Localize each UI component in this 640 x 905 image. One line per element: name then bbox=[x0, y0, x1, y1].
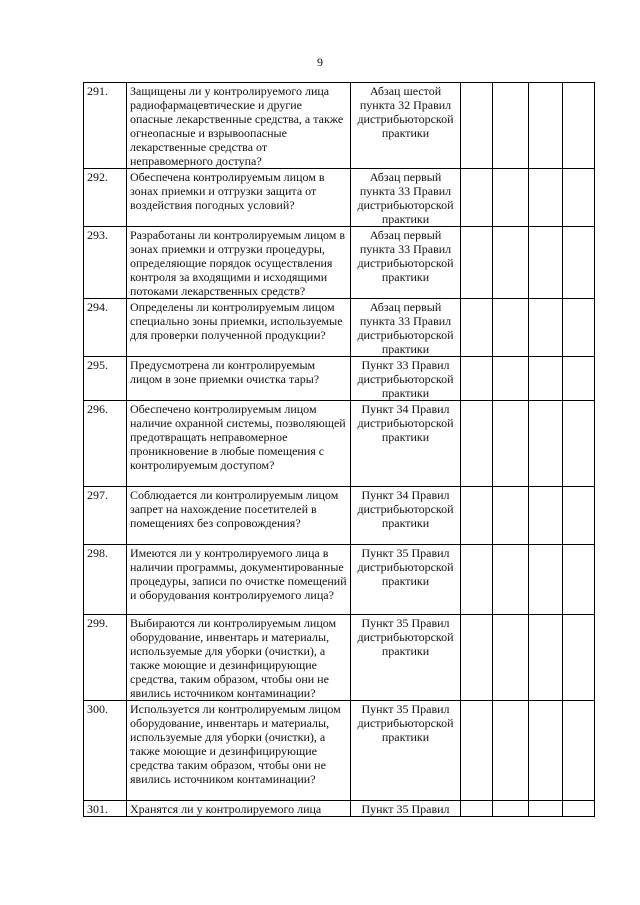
row-reference: Абзац первый пункта 33 Правил дистрибьюторской практики bbox=[351, 169, 461, 227]
row-reference: Пункт 34 Правил дистрибьюторской практики bbox=[351, 487, 461, 545]
row-number: 293. bbox=[84, 227, 127, 299]
answer-cell bbox=[493, 299, 529, 357]
answer-cell bbox=[493, 83, 529, 169]
answer-cell bbox=[461, 169, 493, 227]
row-reference: Пункт 35 Правил дистрибьюторской практики bbox=[351, 615, 461, 701]
table-row bbox=[84, 401, 595, 487]
row-question: Защищены ли у контролируемого лица радиофармацевтические и другие опасные лекарственные средства, а также огнеопасные и взрывоопасные лекарственные средства от неправомерного доступа? bbox=[127, 83, 351, 169]
answer-cell bbox=[461, 357, 493, 401]
answer-cell bbox=[493, 801, 529, 817]
answer-cell bbox=[461, 227, 493, 299]
answer-cell bbox=[529, 801, 563, 817]
answer-cell bbox=[529, 615, 563, 701]
table-row bbox=[84, 487, 595, 545]
answer-cell bbox=[493, 227, 529, 299]
table-row bbox=[84, 299, 595, 357]
answer-cell bbox=[529, 401, 563, 487]
answer-cell bbox=[529, 487, 563, 545]
answer-cell bbox=[493, 487, 529, 545]
answer-cell bbox=[529, 357, 563, 401]
row-number: 297. bbox=[84, 487, 127, 545]
table-row bbox=[84, 227, 595, 299]
row-number: 292. bbox=[84, 169, 127, 227]
row-number: 295. bbox=[84, 357, 127, 401]
answer-cell bbox=[563, 299, 595, 357]
row-number: 299. bbox=[84, 615, 127, 701]
answer-cell bbox=[563, 545, 595, 615]
answer-cell bbox=[461, 615, 493, 701]
answer-cell bbox=[461, 487, 493, 545]
row-number: 291. bbox=[84, 83, 127, 169]
row-question: Соблюдается ли контролируемым лицом запрет на нахождение посетителей в помещениях без сопровождения? bbox=[127, 487, 351, 545]
answer-cell bbox=[493, 615, 529, 701]
answer-cell bbox=[529, 169, 563, 227]
answer-cell bbox=[493, 169, 529, 227]
answer-cell bbox=[461, 701, 493, 801]
row-reference: Пункт 35 Правил дистрибьюторской практики bbox=[351, 701, 461, 801]
answer-cell bbox=[493, 545, 529, 615]
answer-cell bbox=[563, 357, 595, 401]
page-number: 9 bbox=[317, 55, 323, 69]
row-question: Используется ли контролируемым лицом оборудование, инвентарь и материалы, используемые для уборки (очистки), а также моющие и дезинфицирующие средства таким образом, чтобы они не явились источником контаминации? bbox=[127, 701, 351, 801]
answer-cell bbox=[529, 545, 563, 615]
row-question: Обеспечена контролируемым лицом в зонах приемки и отгрузки защита от воздействия погодных условий? bbox=[127, 169, 351, 227]
row-question: Выбираются ли контролируемым лицом оборудование, инвентарь и материалы, используемые для уборки (очистки), а также моющие и дезинфицирующие средства, таким образом, чтобы они не явились источником контаминации? bbox=[127, 615, 351, 701]
row-question: Имеются ли у контролируемого лица в наличии программы, документированные процедуры, записи по очистке помещений и оборудования контролируемого лица? bbox=[127, 545, 351, 615]
answer-cell bbox=[493, 357, 529, 401]
answer-cell bbox=[529, 83, 563, 169]
answer-cell bbox=[563, 801, 595, 817]
answer-cell bbox=[563, 401, 595, 487]
table-row bbox=[84, 545, 595, 615]
row-number: 300. bbox=[84, 701, 127, 801]
row-question: Обеспечено контролируемым лицом наличие охранной системы, позволяющей предотвращать неправомерное проникновение в любые помещения с контролируемым доступом? bbox=[127, 401, 351, 487]
row-question: Разработаны ли контролируемым лицом в зонах приемки и отгрузки процедуры, определяющие порядок осуществления контроля за входящими и исходящими потоками лекарственных средств? bbox=[127, 227, 351, 299]
row-reference: Пункт 35 Правил bbox=[351, 801, 461, 817]
row-number: 298. bbox=[84, 545, 127, 615]
row-reference: Абзац первый пункта 33 Правил дистрибьюторской практики bbox=[351, 227, 461, 299]
answer-cell bbox=[529, 701, 563, 801]
row-number: 296. bbox=[84, 401, 127, 487]
answer-cell bbox=[529, 299, 563, 357]
table-row bbox=[84, 169, 595, 227]
answer-cell bbox=[461, 401, 493, 487]
answer-cell bbox=[461, 83, 493, 169]
row-reference: Пункт 34 Правил дистрибьюторской практики bbox=[351, 401, 461, 487]
answer-cell bbox=[493, 701, 529, 801]
row-question: Хранятся ли у контролируемого лица bbox=[127, 801, 351, 817]
table-row bbox=[84, 701, 595, 801]
answer-cell bbox=[563, 487, 595, 545]
answer-cell bbox=[529, 227, 563, 299]
answer-cell bbox=[461, 545, 493, 615]
row-number: 301. bbox=[84, 801, 127, 817]
answer-cell bbox=[563, 701, 595, 801]
answer-cell bbox=[563, 615, 595, 701]
answer-cell bbox=[493, 401, 529, 487]
row-reference: Пункт 33 Правил дистрибьюторской практики bbox=[351, 357, 461, 401]
answer-cell bbox=[461, 801, 493, 817]
answer-cell bbox=[563, 227, 595, 299]
table-row bbox=[84, 801, 595, 817]
checklist-table bbox=[83, 82, 595, 817]
row-reference: Абзац первый пункта 33 Правил дистрибьюторской практики bbox=[351, 299, 461, 357]
row-number: 294. bbox=[84, 299, 127, 357]
table-row bbox=[84, 83, 595, 169]
row-question: Предусмотрена ли контролируемым лицом в зоне приемки очистка тары? bbox=[127, 357, 351, 401]
row-reference: Пункт 35 Правил дистрибьюторской практики bbox=[351, 545, 461, 615]
table-row bbox=[84, 615, 595, 701]
row-question: Определены ли контролируемым лицом специально зоны приемки, используемые для проверки полученной продукции? bbox=[127, 299, 351, 357]
answer-cell bbox=[563, 83, 595, 169]
row-reference: Абзац шестой пункта 32 Правил дистрибьюторской практики bbox=[351, 83, 461, 169]
answer-cell bbox=[563, 169, 595, 227]
table-row bbox=[84, 357, 595, 401]
answer-cell bbox=[461, 299, 493, 357]
